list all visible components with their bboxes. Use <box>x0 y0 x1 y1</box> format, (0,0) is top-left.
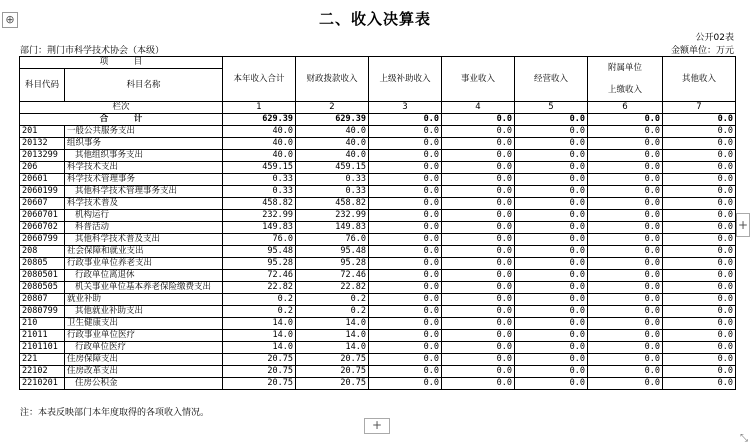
header-col7: 其他收入 <box>663 57 736 102</box>
row-v7: 0.0 <box>663 342 736 354</box>
row-v1: 232.99 <box>223 210 296 222</box>
row-name: 行政事业单位养老支出 <box>65 258 223 270</box>
row-v1: 0.2 <box>223 306 296 318</box>
row-v1: 76.0 <box>223 234 296 246</box>
row-name: 卫生健康支出 <box>65 318 223 330</box>
header-n4: 4 <box>442 102 515 114</box>
header-name: 科目名称 <box>65 69 223 102</box>
row-name: 就业补助 <box>65 294 223 306</box>
row-name: 社会保障和就业支出 <box>65 246 223 258</box>
row-v2: 458.82 <box>296 198 369 210</box>
row-v3: 0.0 <box>369 246 442 258</box>
row-v2: 40.0 <box>296 126 369 138</box>
row-name: 科学技术管理事务 <box>65 174 223 186</box>
row-v1: 20.75 <box>223 354 296 366</box>
row-v5: 0.0 <box>515 198 588 210</box>
row-code: 2060702 <box>20 222 65 234</box>
header-col3: 上级补助收入 <box>369 57 442 102</box>
row-v7: 0.0 <box>663 246 736 258</box>
table-row <box>20 354 736 366</box>
row-code: 22102 <box>20 366 65 378</box>
row-name: 其他组织事务支出 <box>65 150 223 162</box>
income-table <box>19 56 736 390</box>
row-v7: 0.0 <box>663 186 736 198</box>
row-v2: 0.33 <box>296 186 369 198</box>
row-v1: 459.15 <box>223 162 296 174</box>
table-row <box>20 186 736 198</box>
table-row <box>20 210 736 222</box>
row-v2: 22.82 <box>296 282 369 294</box>
table-row <box>20 306 736 318</box>
row-v4: 0.0 <box>442 186 515 198</box>
row-v3: 0.0 <box>369 258 442 270</box>
row-code: 20132 <box>20 138 65 150</box>
header-col6a: 附属单位 <box>608 63 643 73</box>
row-v3: 0.0 <box>369 282 442 294</box>
row-code: 2080505 <box>20 282 65 294</box>
row-v3: 0.0 <box>369 270 442 282</box>
header-col4: 事业收入 <box>442 57 515 102</box>
row-v7: 0.0 <box>663 174 736 186</box>
table-row <box>20 162 736 174</box>
table-row <box>20 174 736 186</box>
row-v7: 0.0 <box>663 378 736 390</box>
header-n6: 6 <box>588 102 663 114</box>
row-code: 2080799 <box>20 306 65 318</box>
row-name: 住房改革支出 <box>65 366 223 378</box>
row-v7: 0.0 <box>663 306 736 318</box>
row-v5: 0.0 <box>515 366 588 378</box>
row-v3: 0.0 <box>369 150 442 162</box>
table-row <box>20 150 736 162</box>
row-v7: 0.0 <box>663 318 736 330</box>
table-row <box>20 318 736 330</box>
row-v2: 0.2 <box>296 294 369 306</box>
table-row <box>20 234 736 246</box>
row-v4: 0.0 <box>442 246 515 258</box>
row-v4: 0.0 <box>442 294 515 306</box>
row-v3: 0.0 <box>369 222 442 234</box>
row-v2: 459.15 <box>296 162 369 174</box>
row-v1: 22.82 <box>223 282 296 294</box>
row-v1: 72.46 <box>223 270 296 282</box>
row-v2: 95.28 <box>296 258 369 270</box>
table-row <box>20 270 736 282</box>
row-v3: 0.0 <box>369 138 442 150</box>
row-v6: 0.0 <box>588 174 663 186</box>
row-v4: 0.0 <box>442 306 515 318</box>
row-v6: 0.0 <box>588 270 663 282</box>
row-name: 行政单位离退休 <box>65 270 223 282</box>
row-v6: 0.0 <box>588 354 663 366</box>
total-v5: 0.0 <box>515 114 588 126</box>
row-v4: 0.0 <box>442 174 515 186</box>
row-v3: 0.0 <box>369 306 442 318</box>
row-v4: 0.0 <box>442 162 515 174</box>
row-v4: 0.0 <box>442 378 515 390</box>
row-v1: 14.0 <box>223 342 296 354</box>
row-v3: 0.0 <box>369 294 442 306</box>
row-v6: 0.0 <box>588 294 663 306</box>
row-v7: 0.0 <box>663 198 736 210</box>
table-row <box>20 126 736 138</box>
row-v1: 0.33 <box>223 174 296 186</box>
row-v6: 0.0 <box>588 126 663 138</box>
row-v6: 0.0 <box>588 318 663 330</box>
row-name: 科学技术普及 <box>65 198 223 210</box>
row-v3: 0.0 <box>369 174 442 186</box>
footnote: 注：本表反映部门本年度取得的各项收入情况。 <box>20 408 210 418</box>
row-v4: 0.0 <box>442 198 515 210</box>
department-label: 部门：荆门市科学技术协会（本级） <box>20 46 165 56</box>
row-v7: 0.0 <box>663 270 736 282</box>
row-v2: 14.0 <box>296 330 369 342</box>
row-v6: 0.0 <box>588 282 663 294</box>
row-v3: 0.0 <box>369 366 442 378</box>
row-code: 201 <box>20 126 65 138</box>
row-v6: 0.0 <box>588 198 663 210</box>
row-v2: 20.75 <box>296 354 369 366</box>
row-v4: 0.0 <box>442 270 515 282</box>
row-code: 2080501 <box>20 270 65 282</box>
row-v3: 0.0 <box>369 342 442 354</box>
add-column-icon[interactable]: + <box>736 213 750 237</box>
row-v2: 20.75 <box>296 366 369 378</box>
row-v4: 0.0 <box>442 126 515 138</box>
row-code: 2101101 <box>20 342 65 354</box>
page-title: 二、收入决算表 <box>318 10 431 28</box>
row-v5: 0.0 <box>515 162 588 174</box>
row-v1: 40.0 <box>223 138 296 150</box>
row-v2: 40.0 <box>296 150 369 162</box>
row-name: 组织事务 <box>65 138 223 150</box>
table-row <box>20 378 736 390</box>
table-row <box>20 138 736 150</box>
row-v1: 0.2 <box>223 294 296 306</box>
row-v6: 0.0 <box>588 342 663 354</box>
row-v1: 149.83 <box>223 222 296 234</box>
row-v7: 0.0 <box>663 150 736 162</box>
row-v1: 95.48 <box>223 246 296 258</box>
row-code: 2060701 <box>20 210 65 222</box>
row-v6: 0.0 <box>588 330 663 342</box>
row-v1: 458.82 <box>223 198 296 210</box>
row-name: 其他科学技术普及支出 <box>65 234 223 246</box>
row-v7: 0.0 <box>663 366 736 378</box>
row-v7: 0.0 <box>663 162 736 174</box>
row-v3: 0.0 <box>369 210 442 222</box>
row-v4: 0.0 <box>442 150 515 162</box>
row-v6: 0.0 <box>588 162 663 174</box>
add-row-icon[interactable]: + <box>364 418 390 434</box>
header-lanci: 栏次 <box>20 102 223 114</box>
row-v5: 0.0 <box>515 270 588 282</box>
row-v5: 0.0 <box>515 150 588 162</box>
row-v2: 95.48 <box>296 246 369 258</box>
row-v4: 0.0 <box>442 366 515 378</box>
row-code: 2210201 <box>20 378 65 390</box>
row-v4: 0.0 <box>442 258 515 270</box>
row-v5: 0.0 <box>515 210 588 222</box>
unit-label: 金额单位：万元 <box>670 46 734 56</box>
row-v4: 0.0 <box>442 330 515 342</box>
row-v5: 0.0 <box>515 258 588 270</box>
row-v3: 0.0 <box>369 354 442 366</box>
row-v5: 0.0 <box>515 138 588 150</box>
row-v7: 0.0 <box>663 354 736 366</box>
row-v1: 20.75 <box>223 378 296 390</box>
row-v5: 0.0 <box>515 234 588 246</box>
total-row <box>20 114 736 126</box>
header-n2: 2 <box>296 102 369 114</box>
total-v3: 0.0 <box>369 114 442 126</box>
row-v5: 0.0 <box>515 294 588 306</box>
row-v4: 0.0 <box>442 318 515 330</box>
resize-handle-icon[interactable]: ⤡ <box>740 433 748 444</box>
row-v4: 0.0 <box>442 138 515 150</box>
row-v5: 0.0 <box>515 354 588 366</box>
row-v6: 0.0 <box>588 258 663 270</box>
row-v7: 0.0 <box>663 282 736 294</box>
row-name: 一般公共服务支出 <box>65 126 223 138</box>
row-v6: 0.0 <box>588 150 663 162</box>
row-v5: 0.0 <box>515 222 588 234</box>
header-n7: 7 <box>663 102 736 114</box>
row-code: 20607 <box>20 198 65 210</box>
header-col1: 本年收入合计 <box>223 57 296 102</box>
row-v5: 0.0 <box>515 174 588 186</box>
row-code: 21011 <box>20 330 65 342</box>
row-v2: 40.0 <box>296 138 369 150</box>
row-v4: 0.0 <box>442 354 515 366</box>
row-v1: 40.0 <box>223 126 296 138</box>
table-row <box>20 282 736 294</box>
table-row <box>20 198 736 210</box>
table-number: 公开02表 <box>695 33 734 43</box>
row-v5: 0.0 <box>515 246 588 258</box>
row-v1: 14.0 <box>223 318 296 330</box>
row-v2: 72.46 <box>296 270 369 282</box>
table-row <box>20 330 736 342</box>
total-v7: 0.0 <box>663 114 736 126</box>
table-row <box>20 222 736 234</box>
header-n1: 1 <box>223 102 296 114</box>
row-v1: 95.28 <box>223 258 296 270</box>
row-v7: 0.0 <box>663 138 736 150</box>
header-project: 项 目 <box>20 57 223 69</box>
table-row <box>20 366 736 378</box>
row-v5: 0.0 <box>515 126 588 138</box>
row-v7: 0.0 <box>663 330 736 342</box>
row-name: 行政事业单位医疗 <box>65 330 223 342</box>
row-v7: 0.0 <box>663 126 736 138</box>
row-v5: 0.0 <box>515 282 588 294</box>
header-col2: 财政拨款收入 <box>296 57 369 102</box>
row-v2: 0.33 <box>296 174 369 186</box>
row-v5: 0.0 <box>515 342 588 354</box>
row-v2: 0.2 <box>296 306 369 318</box>
row-code: 20601 <box>20 174 65 186</box>
row-code: 20807 <box>20 294 65 306</box>
row-code: 2013299 <box>20 150 65 162</box>
table-row <box>20 246 736 258</box>
row-v3: 0.0 <box>369 198 442 210</box>
row-v5: 0.0 <box>515 318 588 330</box>
row-v6: 0.0 <box>588 222 663 234</box>
row-v6: 0.0 <box>588 246 663 258</box>
row-name: 机构运行 <box>65 210 223 222</box>
row-name: 住房保障支出 <box>65 354 223 366</box>
row-code: 210 <box>20 318 65 330</box>
row-v1: 20.75 <box>223 366 296 378</box>
row-name: 行政单位医疗 <box>65 342 223 354</box>
row-v1: 0.33 <box>223 186 296 198</box>
row-v5: 0.0 <box>515 186 588 198</box>
row-v2: 14.0 <box>296 318 369 330</box>
row-v3: 0.0 <box>369 234 442 246</box>
table-row <box>20 258 736 270</box>
row-v2: 76.0 <box>296 234 369 246</box>
row-name: 住房公积金 <box>65 378 223 390</box>
row-v4: 0.0 <box>442 342 515 354</box>
row-name: 科学技术支出 <box>65 162 223 174</box>
row-v3: 0.0 <box>369 162 442 174</box>
row-v4: 0.0 <box>442 234 515 246</box>
row-v1: 14.0 <box>223 330 296 342</box>
row-v6: 0.0 <box>588 366 663 378</box>
row-v3: 0.0 <box>369 330 442 342</box>
row-code: 221 <box>20 354 65 366</box>
row-v2: 20.75 <box>296 378 369 390</box>
table-row <box>20 294 736 306</box>
row-v7: 0.0 <box>663 294 736 306</box>
row-v6: 0.0 <box>588 186 663 198</box>
row-v5: 0.0 <box>515 330 588 342</box>
table-row <box>20 342 736 354</box>
row-v6: 0.0 <box>588 234 663 246</box>
total-v1: 629.39 <box>223 114 296 126</box>
row-v5: 0.0 <box>515 378 588 390</box>
row-v3: 0.0 <box>369 378 442 390</box>
row-v4: 0.0 <box>442 222 515 234</box>
row-v6: 0.0 <box>588 138 663 150</box>
header-col6 <box>588 57 663 102</box>
row-v7: 0.0 <box>663 210 736 222</box>
row-name: 科普活动 <box>65 222 223 234</box>
total-v2: 629.39 <box>296 114 369 126</box>
row-v6: 0.0 <box>588 210 663 222</box>
row-v3: 0.0 <box>369 318 442 330</box>
header-n5: 5 <box>515 102 588 114</box>
row-code: 2060799 <box>20 234 65 246</box>
header-code: 科目代码 <box>20 69 65 102</box>
table-move-handle-icon[interactable]: ⊕ <box>2 12 18 28</box>
row-v2: 232.99 <box>296 210 369 222</box>
row-code: 208 <box>20 246 65 258</box>
row-v3: 0.0 <box>369 186 442 198</box>
row-v7: 0.0 <box>663 258 736 270</box>
row-v2: 14.0 <box>296 342 369 354</box>
row-v5: 0.0 <box>515 306 588 318</box>
row-v4: 0.0 <box>442 282 515 294</box>
row-v7: 0.0 <box>663 234 736 246</box>
header-col5: 经营收入 <box>515 57 588 102</box>
total-v4: 0.0 <box>442 114 515 126</box>
total-label: 合 计 <box>20 114 223 126</box>
row-v6: 0.0 <box>588 306 663 318</box>
row-v7: 0.0 <box>663 222 736 234</box>
row-v3: 0.0 <box>369 126 442 138</box>
header-col6b: 上缴收入 <box>608 85 643 95</box>
total-v6: 0.0 <box>588 114 663 126</box>
row-name: 机关事业单位基本养老保险缴费支出 <box>65 282 223 294</box>
row-v1: 40.0 <box>223 150 296 162</box>
row-v6: 0.0 <box>588 378 663 390</box>
row-v2: 149.83 <box>296 222 369 234</box>
row-name: 其他就业补助支出 <box>65 306 223 318</box>
header-n3: 3 <box>369 102 442 114</box>
row-code: 20805 <box>20 258 65 270</box>
row-v4: 0.0 <box>442 210 515 222</box>
row-name: 其他科学技术管理事务支出 <box>65 186 223 198</box>
row-code: 2060199 <box>20 186 65 198</box>
row-code: 206 <box>20 162 65 174</box>
